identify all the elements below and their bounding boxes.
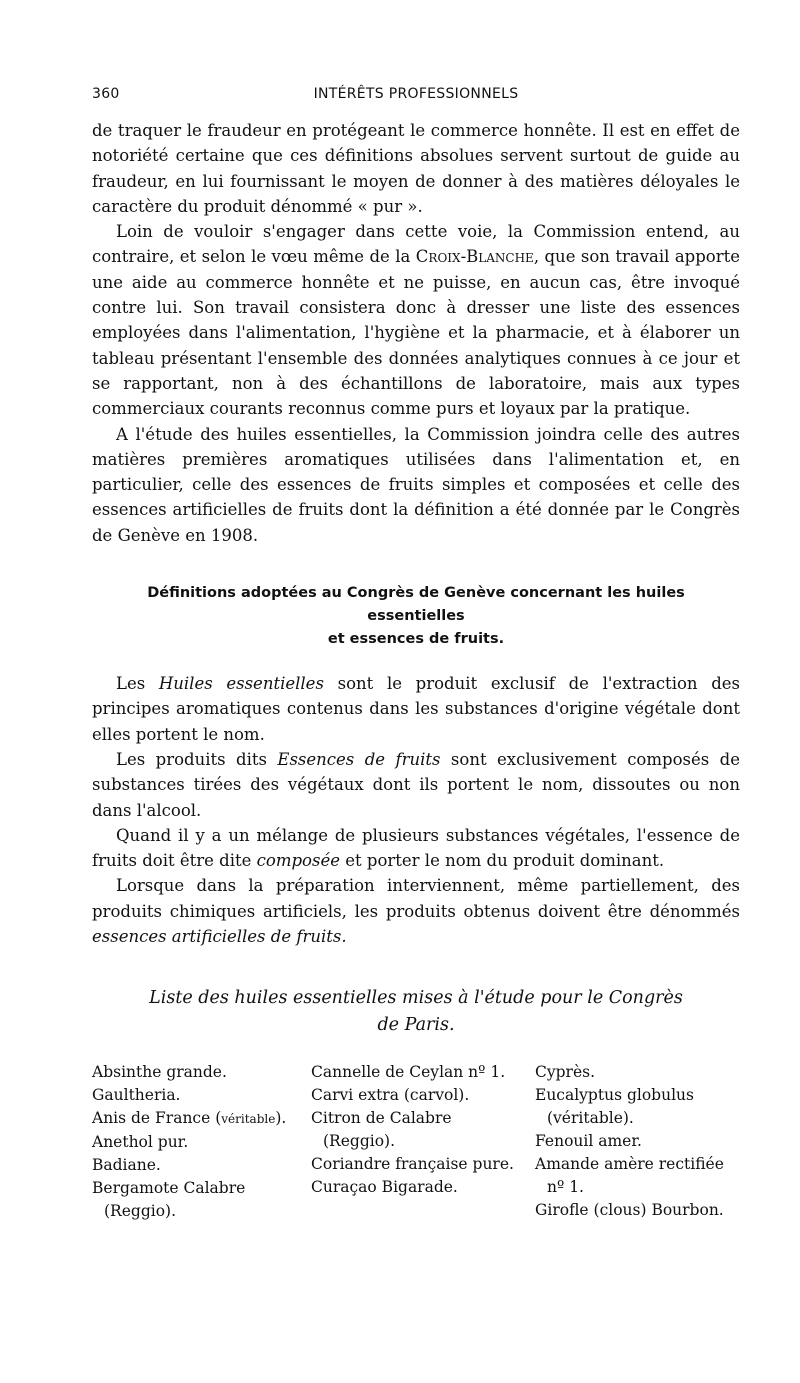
list-item: Anethol pur. bbox=[92, 1133, 189, 1152]
definition-composee-term: composée bbox=[256, 851, 340, 871]
list-title-line-2: de Paris. bbox=[377, 1015, 455, 1036]
definition-huiles-text: sont le produit exclusif de l'extraction des principes aromatiques contenus dans les substances d'origine végétale dont elles portent le nom. bbox=[92, 674, 741, 744]
definition-essences-lead: Les produits dits bbox=[116, 749, 278, 769]
definition-huiles-term: Huiles essentielles bbox=[158, 674, 324, 694]
paragraph-2-end: , que son travail apporte une aide au commerce honnête et ne puisse, en aucun cas, être invoqué contre lui. Son travail consistera donc à dresser une liste des essences employées dans l'alimentation, l'hygiène et la pharmacie, et à élaborer un tableau présentant l'ensemble des données analytiques connues à ce jour et se rapportant, non à des échantillons de laboratoire, mais aux types commerciaux courants reconnus comme purs et loyaux par la pratique. bbox=[92, 247, 741, 419]
definition-artificielles bbox=[92, 873, 740, 949]
list-item: Amande amère rectifiée nº 1. bbox=[535, 1155, 724, 1197]
anis-name: Anis de France ( bbox=[92, 1109, 222, 1128]
section-heading bbox=[92, 582, 740, 651]
essential-oils-list bbox=[92, 1061, 740, 1223]
list-item: Gaultheria. bbox=[92, 1086, 181, 1105]
definition-essences bbox=[92, 747, 740, 823]
list-column-1 bbox=[92, 1061, 292, 1223]
page-body bbox=[92, 118, 740, 1223]
croix-blanche-name: Croix-Blanche bbox=[415, 247, 534, 267]
section-heading-line-2: et essences de fruits. bbox=[327, 631, 505, 648]
list-column-3 bbox=[535, 1061, 740, 1223]
definition-essences-text: sont exclusivement composés de substances tirées des végétaux dont ils portent le nom, dissoutes ou non dans l'alcool. bbox=[92, 749, 740, 820]
list-title-line-1: Liste des huiles essentielles mises à l'étude pour le Congrès bbox=[149, 988, 683, 1009]
list-item: Citron de Calabre (Reggio). bbox=[311, 1109, 452, 1151]
list-item: Badiane. bbox=[92, 1156, 161, 1175]
list-item: Girofle (clous) Bourbon. bbox=[535, 1201, 724, 1220]
definition-huiles-lead: Les bbox=[116, 674, 159, 694]
list-item: Absinthe grande. bbox=[92, 1063, 227, 1082]
list-column-2 bbox=[311, 1061, 516, 1223]
running-head bbox=[92, 86, 740, 108]
definition-composee-text: et porter le nom du produit dominant. bbox=[340, 851, 665, 871]
list-item: Bergamote Calabre (Reggio). bbox=[92, 1179, 246, 1221]
paragraph-2 bbox=[92, 219, 740, 421]
definition-essences-term: Essences de fruits bbox=[277, 749, 441, 769]
section-heading-line-1: Définitions adoptées au Congrès de Genève concernant les huiles essentielles bbox=[147, 585, 685, 625]
definition-composee-lead: Quand il y a un mélange de plusieurs substances végétales, l'essence de fruits doit être dite bbox=[92, 825, 740, 871]
list-item-anis bbox=[92, 1107, 292, 1131]
page-number: 360 bbox=[92, 86, 120, 102]
definition-huiles bbox=[92, 671, 740, 747]
list-item: Fenouil amer. bbox=[535, 1132, 642, 1151]
paragraph-2-start: Loin de vouloir s'engager dans cette voie, la Commission entend, au contraire, et selon le vœu même de la bbox=[92, 222, 740, 267]
list-item: Coriandre française pure. bbox=[311, 1155, 514, 1174]
paragraph-1: de traquer le fraudeur en protégeant le commerce honnête. Il est en effet de notoriété certaine que ces définitions absolues servent surtout de guide au fraudeur, en lui fournissant le moyen de donner à des matières déloyales le caractère du produit dénommé « pur ». bbox=[92, 121, 740, 216]
list-item: Eucalyptus globulus (véritable). bbox=[535, 1086, 694, 1128]
list-item: Cannelle de Ceylan nº 1. bbox=[311, 1063, 506, 1082]
anis-end: ). bbox=[275, 1109, 287, 1128]
list-item: Curaçao Bigarade. bbox=[311, 1178, 458, 1197]
running-title: INTÉRÊTS PROFESSIONNELS bbox=[313, 86, 519, 102]
definition-artificielles-lead: Lorsque dans la préparation interviennent, même partiellement, des produits chimiques artificiels, les produits obtenus doivent être dénommés bbox=[92, 876, 740, 921]
definition-composee bbox=[92, 823, 740, 874]
list-title bbox=[92, 985, 740, 1039]
definition-artificielles-term: essences artificielles de fruits. bbox=[92, 927, 347, 947]
paragraph-3: A l'étude des huiles essentielles, la Commission joindra celle des autres matières premières aromatiques utilisées dans l'alimentation et, en particulier, celle des essences de fruits simples et composées et celle des essences artificielles de fruits dont la définition a été donnée par le Congrès de Genève en 1908. bbox=[92, 424, 740, 545]
list-item: Cyprès. bbox=[535, 1063, 596, 1082]
anis-qualifier: véritable bbox=[221, 1112, 276, 1127]
list-item: Carvi extra (carvol). bbox=[311, 1086, 470, 1105]
